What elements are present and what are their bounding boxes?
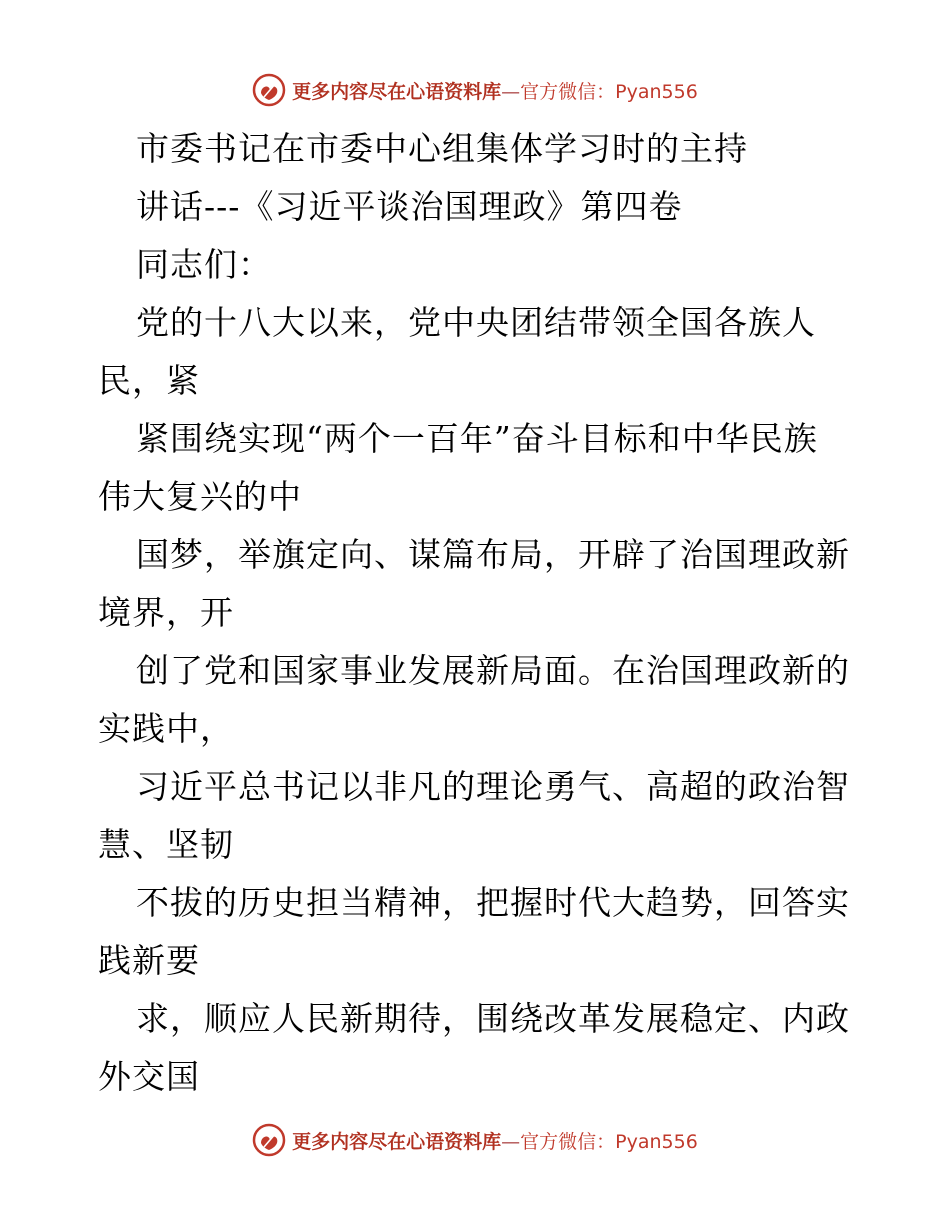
header-banner bbox=[0, 70, 950, 110]
heart-pen-logo-icon bbox=[252, 1123, 286, 1157]
footer-sep: — bbox=[501, 1130, 521, 1153]
doc-line: 民，紧 bbox=[98, 361, 200, 400]
doc-line: 讲话---《习近平谈治国理政》第四卷 bbox=[136, 187, 683, 226]
doc-line: 境界，开 bbox=[98, 593, 234, 632]
header-sep: — bbox=[501, 80, 521, 103]
header-main: 更多内容尽在心语资料库 bbox=[292, 80, 502, 103]
document-body bbox=[98, 120, 858, 1106]
doc-line: 外交国 bbox=[98, 1057, 200, 1096]
doc-line: 市委书记在市委中心组集体学习时的主持 bbox=[136, 129, 748, 168]
doc-line: 党的十八大以来，党中央团结带领全国各族人 bbox=[136, 303, 816, 342]
doc-line: 紧围绕实现“两个一百年”奋斗目标和中华民族 bbox=[136, 419, 818, 458]
doc-line: 践新要 bbox=[98, 941, 200, 980]
heart-pen-logo-icon bbox=[252, 73, 286, 107]
doc-line: 创了党和国家事业发展新局面。在治国理政新的 bbox=[136, 651, 850, 690]
doc-line: 不拔的历史担当精神，把握时代大趋势，回答实 bbox=[136, 883, 850, 922]
header-rest: 官方微信：Pyan556 bbox=[520, 80, 698, 103]
doc-line: 慧、坚韧 bbox=[98, 825, 234, 864]
doc-line: 伟大复兴的中 bbox=[98, 477, 302, 516]
doc-line: 实践中， bbox=[98, 709, 234, 748]
footer-main: 更多内容尽在心语资料库 bbox=[292, 1130, 502, 1153]
doc-line: 习近平总书记以非凡的理论勇气、高超的政治智 bbox=[136, 767, 850, 806]
footer-banner bbox=[0, 1120, 950, 1160]
header-text bbox=[292, 77, 698, 104]
doc-line: 国梦，举旗定向、谋篇布局，开辟了治国理政新 bbox=[136, 535, 850, 574]
footer-text bbox=[292, 1127, 698, 1154]
footer-rest: 官方微信：Pyan556 bbox=[520, 1130, 698, 1153]
doc-line: 求，顺应人民新期待，围绕改革发展稳定、内政 bbox=[136, 999, 850, 1038]
doc-line: 同志们： bbox=[136, 245, 272, 284]
